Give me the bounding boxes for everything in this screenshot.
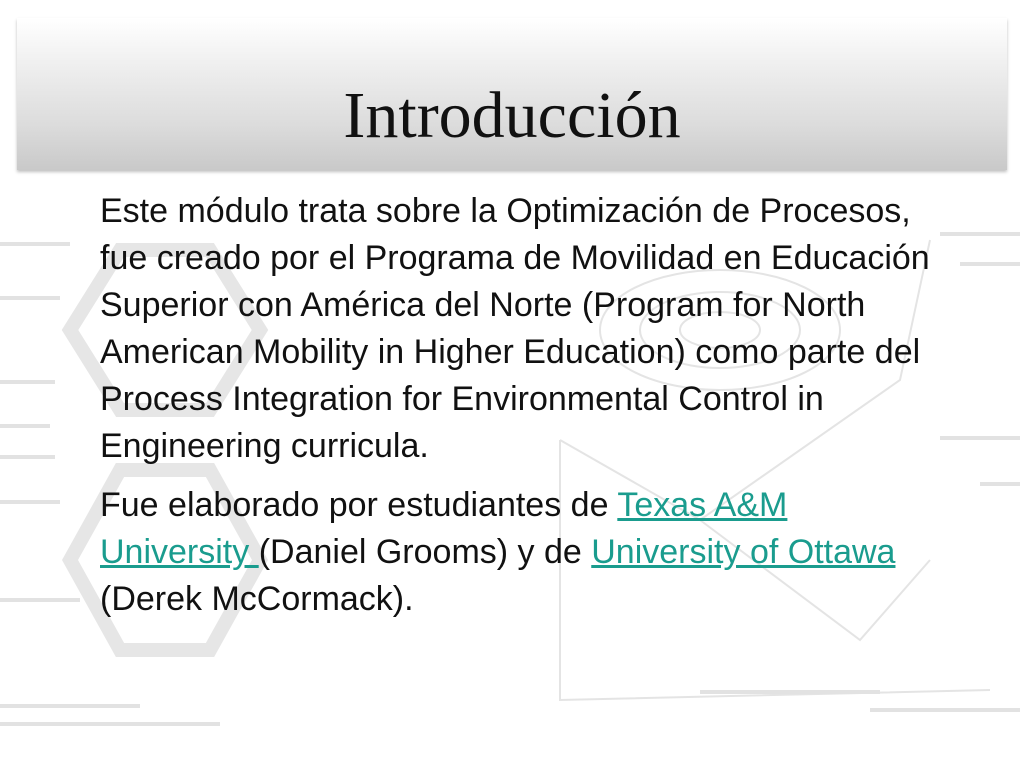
title-bar xyxy=(17,18,1007,170)
texas-am-link[interactable]: Texas A&M University xyxy=(100,486,788,571)
page-title: Introducción xyxy=(343,79,681,152)
intro-paragraph: Este módulo trata sobre la Optimización de Procesos, fue creado por el Programa de Movilidad en Educación Superior con América del Norte (Program for North American Mobility in Higher Education) como parte del Process Integration for Environmental Control in Engineering curricula. xyxy=(100,192,930,465)
authors-paragraph xyxy=(100,482,940,623)
university-of-ottawa-link[interactable]: University of Ottawa xyxy=(591,533,896,571)
authors-text-before: Fue elaborado por estudiantes de xyxy=(100,486,618,524)
authors-text-after: (Derek McCormack). xyxy=(100,580,414,618)
authors-text-middle: (Daniel Grooms) y de xyxy=(258,533,592,571)
slide-content xyxy=(100,188,940,635)
